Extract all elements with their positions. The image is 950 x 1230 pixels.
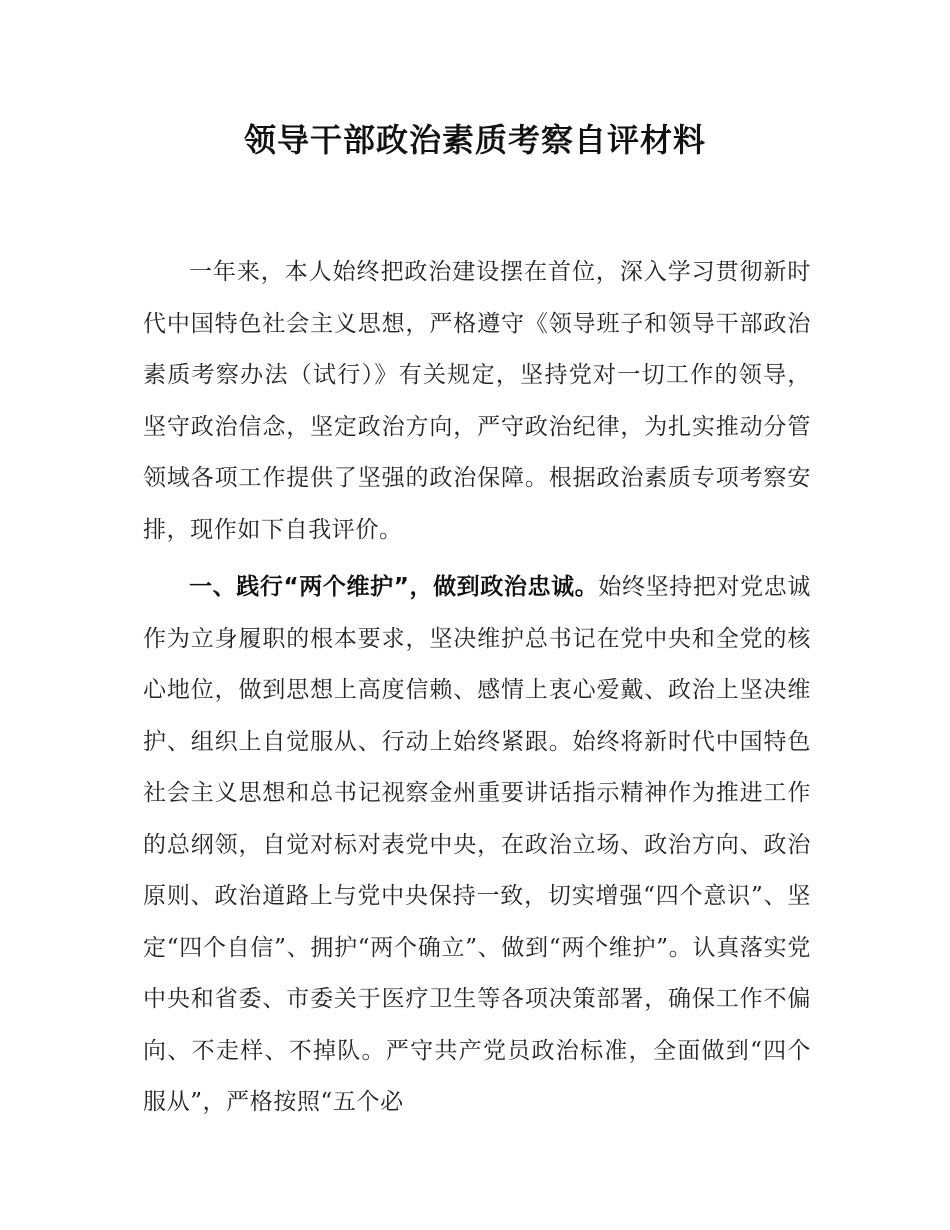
paragraph-text: 始终坚持把对党忠诚作为立身履职的根本要求，坚决维护总书记在党中央和全党的核心地位，做到思想上高度信赖、感情上衷心爱戴、政治上坚决维护、组织上自觉服从、行动上始终紧跟。始终将新时代中国特色社会主义思想和总书记视察金州重要讲话指示精神作为推进工作的总纲领，自觉对标对表党中央，在政治立场、政治方向、政治原则、政治道路上与党中央保持一致，切实增强“四个意识”、坚定“四个自信”、拥护“两个确立”、做到“两个维护”。认真落实党中央和省委、市委关于医疗卫生等各项决策部署，确保工作不偏向、不走样、不掉队。严守共产党员政治标准，全面做到“四个服从”，严格按照“五个必: [143, 574, 811, 1115]
document-title: 领导干部政治素质考察自评材料: [243, 121, 706, 159]
section-heading: 一、践行“两个维护”，做到政治忠诚。: [189, 574, 599, 600]
paragraph-text: 一年来，本人始终把政治建设摆在首位，深入学习贯彻新时代中国特色社会主义思想，严格遵守《领导班子和领导干部政治素质考察办法（试行）》有关规定，坚持党对一切工作的领导，坚守政治信念，坚定政治方向，严守政治纪律，为扎实推动分管领域各项工作提供了坚强的政治保障。根据政治素质专项考察安排，现作如下自我评价。: [143, 259, 811, 543]
body-paragraph-section-1: [143, 562, 811, 1129]
body-paragraph-intro: [143, 247, 811, 556]
